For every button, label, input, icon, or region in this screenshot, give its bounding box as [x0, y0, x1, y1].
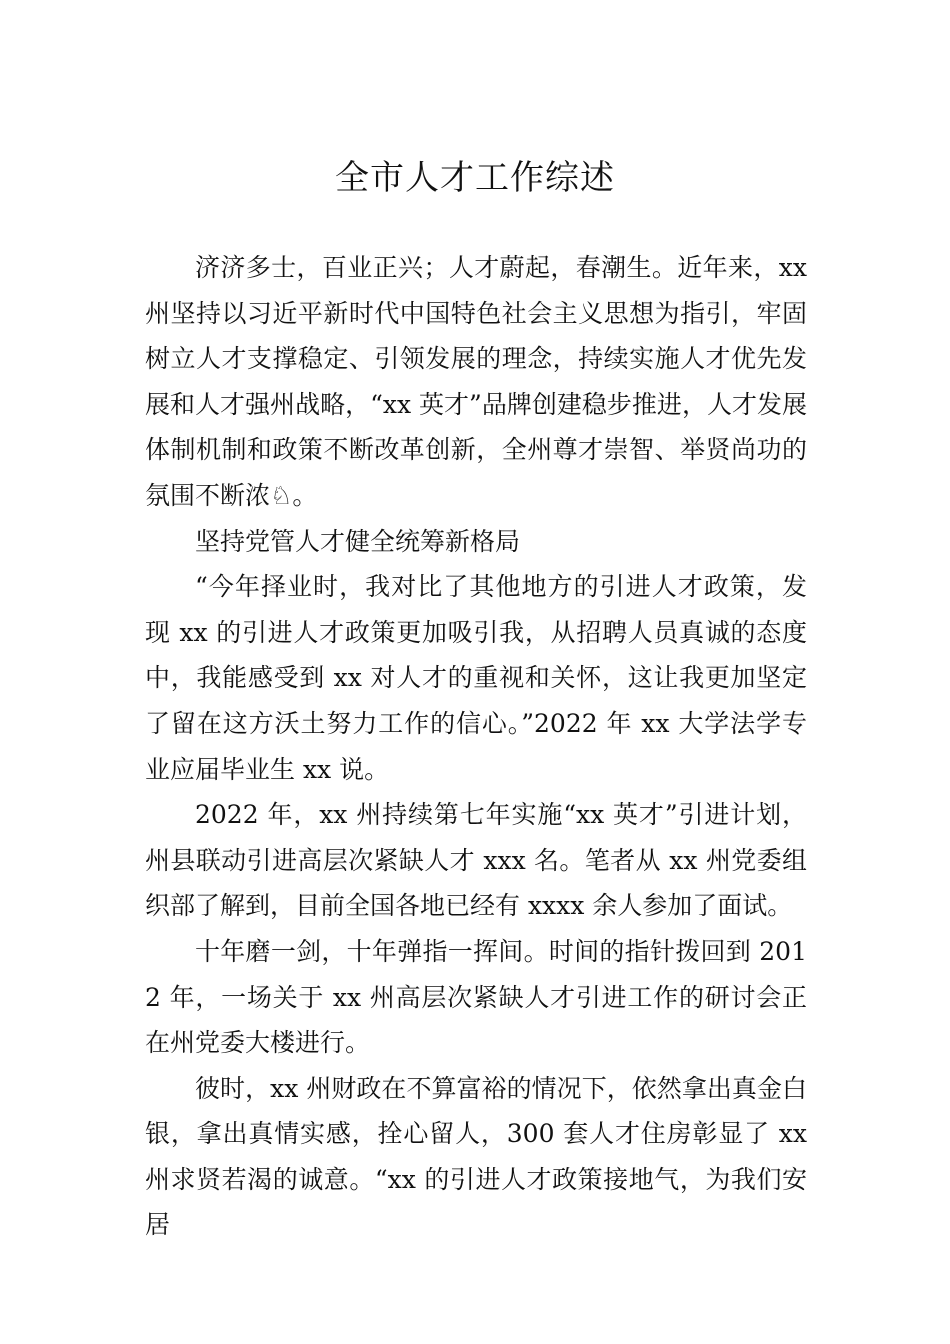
paragraph-2012: 十年磨一剑，十年弹指一挥间。时间的指针拨回到 2012 年，一场关于 xx 州高层次紧缺人才引进工作的研讨会正在州党委大楼进行。 — [145, 936, 807, 1058]
paragraph-quote: “今年择业时，我对比了其他地方的引进人才政策，发现 xx 的引进人才政策更加吸引我，从招聘人员真诚的态度中，我能感受到 xx 对人才的重视和关怀，这让我更加坚定了留在这方沃土努力工作的信心。”2022 年 xx 大学法学专业应届毕业生 xx 说。 — [145, 572, 807, 784]
section-heading: 坚持党管人才健全统筹新格局 — [195, 526, 521, 556]
paragraph-intro: 济济多士，百业正兴；人才蔚起，春潮生。近年来，xx州坚持以习近平新时代中国特色社会主义思想为指引，牢固树立人才支撑稳定、引领发展的理念，持续实施人才优先发展和人才强州战略，“xx 英才”品牌创建稳步推进，人才发展体制机制和政策不断改革创新，全州尊才崇智、举贤尚功的氛围不断浓♘。 — [145, 253, 807, 510]
paragraph-2022: 2022 年，xx 州持续第七年实施“xx 英才”引进计划，州县联动引进高层次紧缺人才 xxx 名。笔者从 xx 州党委组织部了解到，目前全国各地已经有 xxxx 余人参加了面试。 — [145, 800, 807, 921]
document-title: 全市人才工作综述 — [335, 158, 615, 198]
paragraph-housing: 彼时，xx 州财政在不算富裕的情况下，依然拿出真金白银，拿出真情实感，拴心留人，300 套人才住房彰显了 xx 州求贤若渴的诚意。“xx 的引进人才政策接地气，为我们安居 — [145, 1073, 807, 1240]
document-body — [145, 245, 807, 1248]
